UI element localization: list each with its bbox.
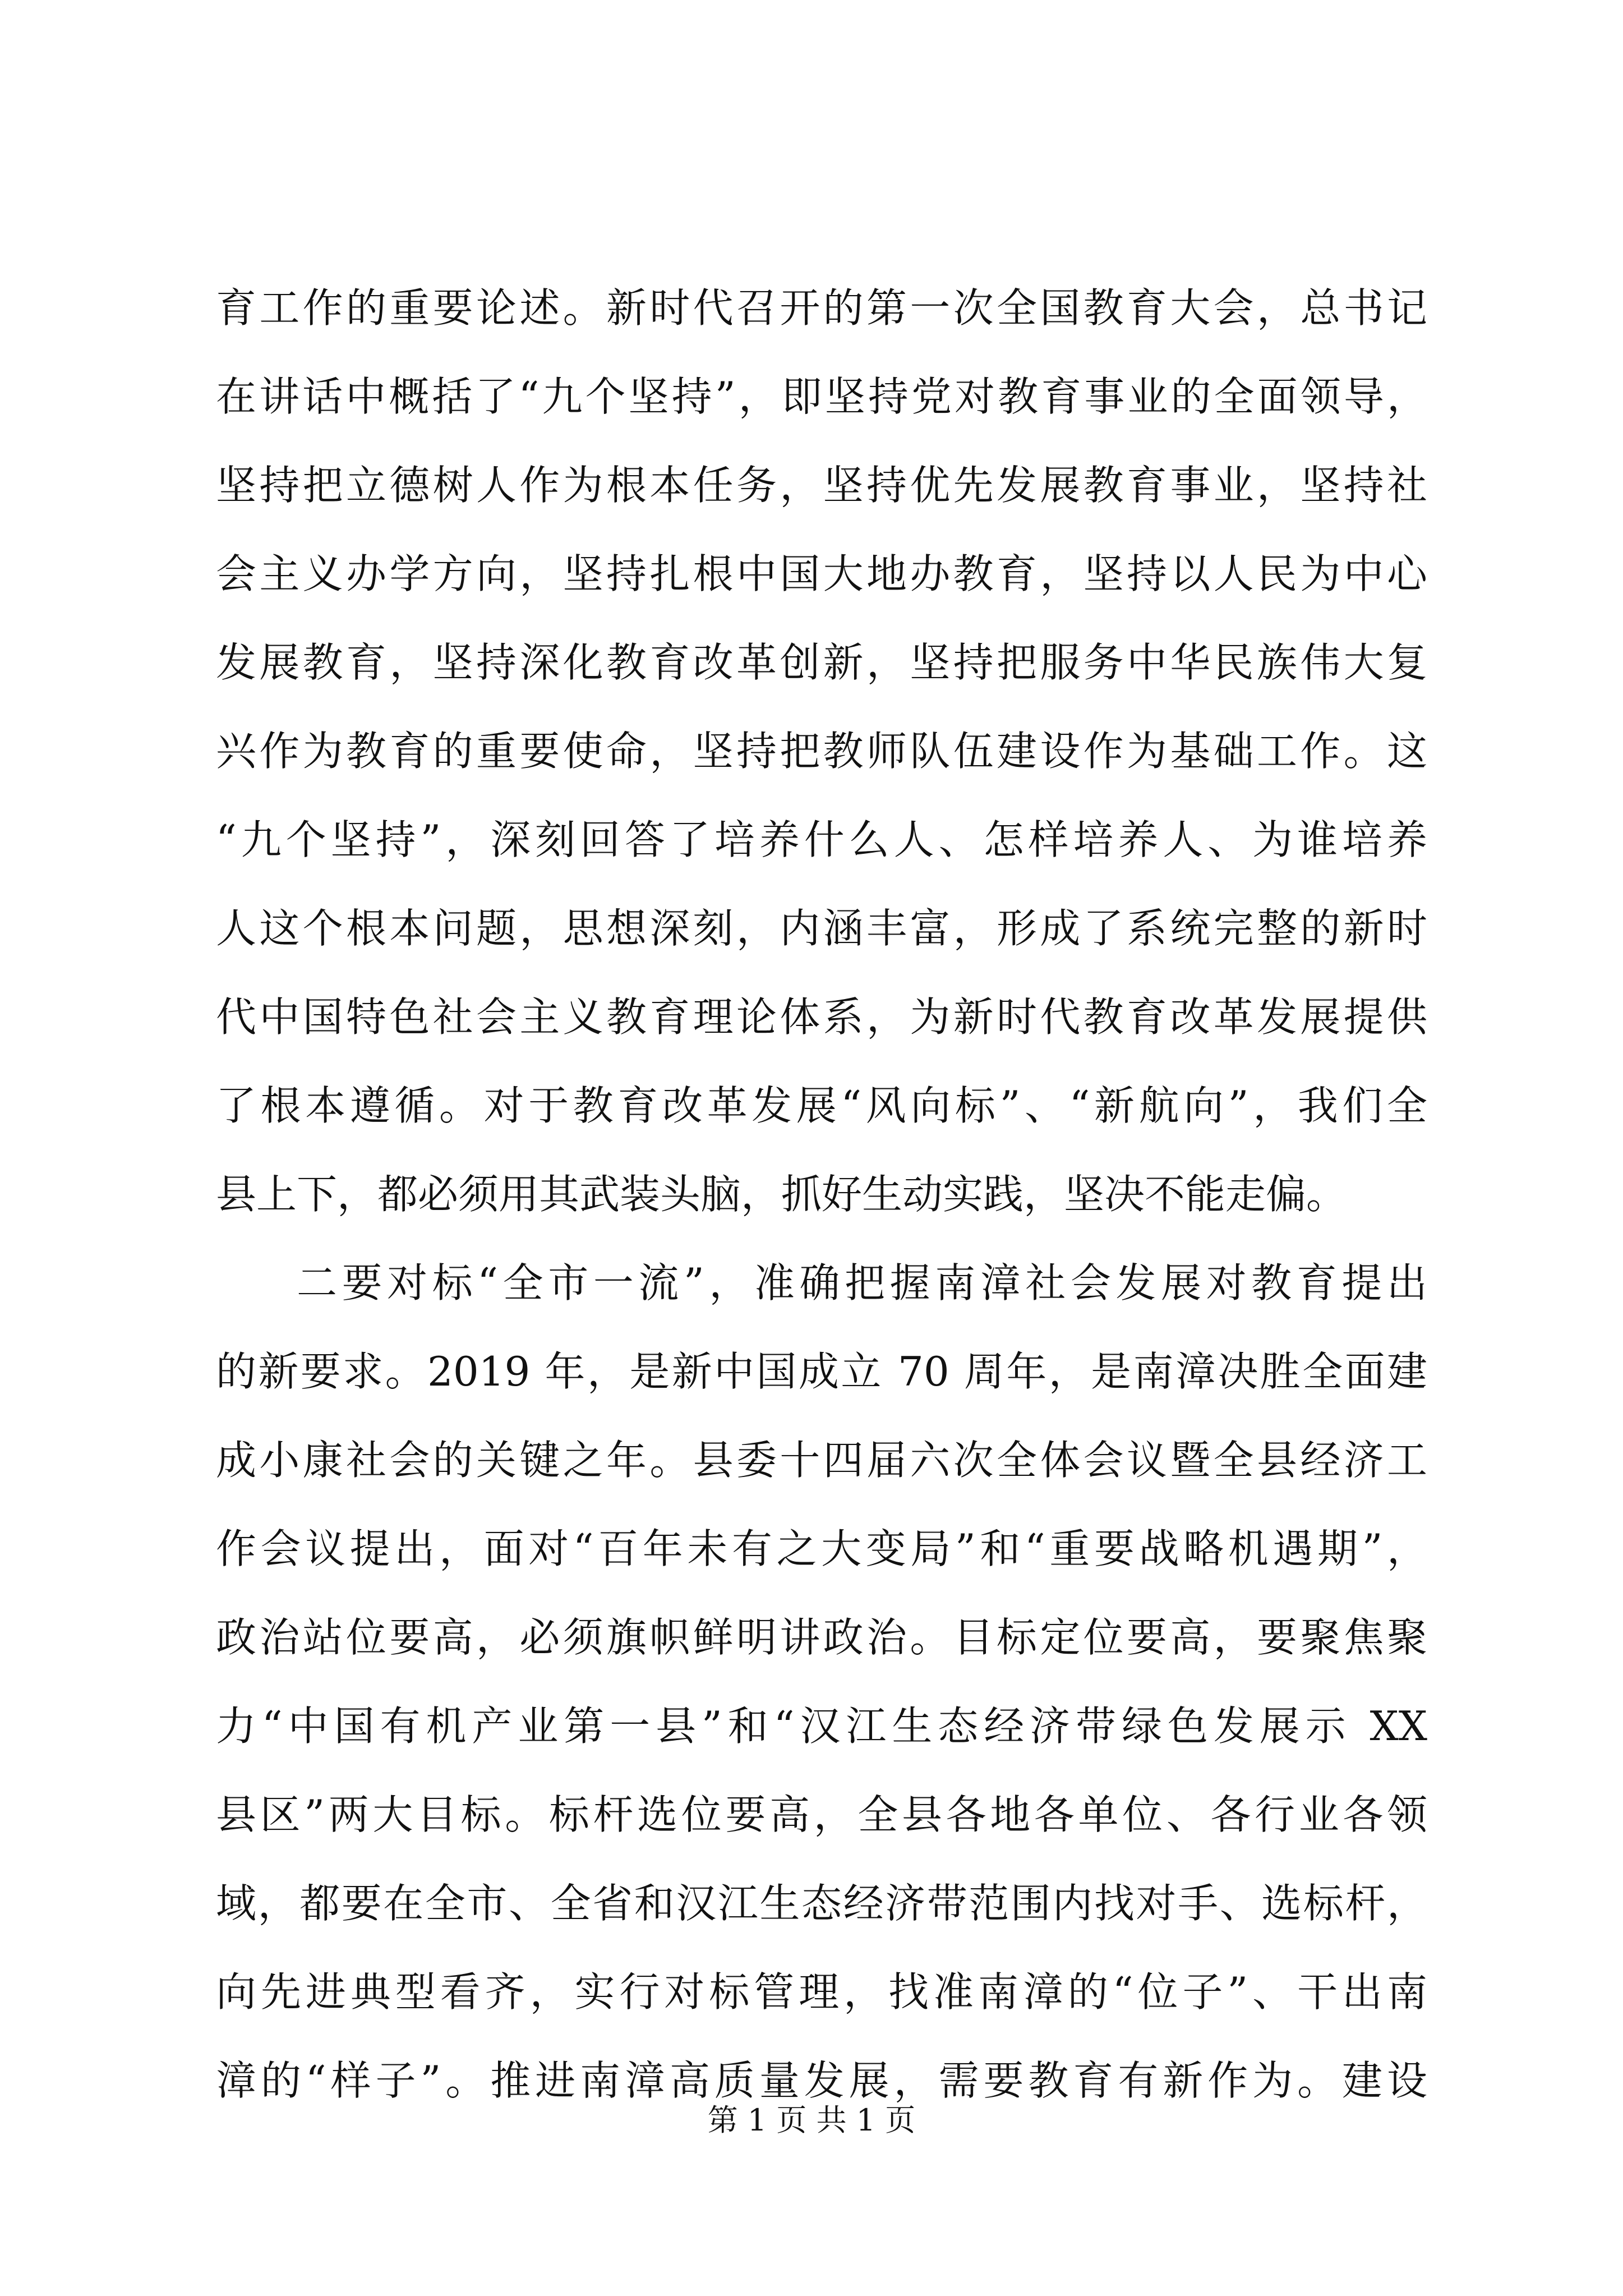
text-line: 会主义办学方向，坚持扎根中国大地办教育，坚持以人民为中心 (216, 550, 1427, 597)
text-line: 的新要求。2019 年，是新中国成立 70 周年，是南漳决胜全面建 (216, 1348, 1427, 1395)
text-line: 成小康社会的关键之年。县委十四届六次全体会议暨全县经济工 (216, 1437, 1427, 1484)
text-line: 育工作的重要论述。新时代召开的第一次全国教育大会，总书记 (216, 284, 1427, 332)
text-line: 县区”两大目标。标杆选位要高，全县各地各单位、各行业各领 (216, 1791, 1427, 1838)
text-line: 县上下，都必须用其武装头脑，抓好生动实践，坚决不能走偏。 (216, 1171, 1347, 1218)
text-line: 在讲话中概括了“九个坚持”，即坚持党对教育事业的全面领导， (216, 373, 1427, 420)
text-line: 力“中国有机产业第一县”和“汉江生态经济带绿色发展示 XX (216, 1703, 1427, 1750)
text-line: 发展教育，坚持深化教育改革创新，坚持把服务中华民族伟大复 (216, 639, 1427, 686)
text-line: 域，都要在全市、全省和汉江生态经济带范围内找对手、选标杆， (216, 1880, 1427, 1927)
text-line: 坚持把立德树人作为根本任务，坚持优先发展教育事业，坚持社 (216, 462, 1427, 509)
text-line: 了根本遵循。对于教育改革发展“风向标”、“新航向”，我们全 (216, 1082, 1427, 1129)
text-line: 作会议提出，面对“百年未有之大变局”和“重要战略机遇期”， (216, 1525, 1427, 1572)
text-line: 向先进典型看齐，实行对标管理，找准南漳的“位子”、干出南 (216, 1968, 1427, 2016)
text-line: 政治站位要高，必须旗帜鲜明讲政治。目标定位要高，要聚焦聚 (216, 1614, 1427, 1661)
text-line: 漳的“样子”。推进南漳高质量发展，需要教育有新作为。建设 (216, 2057, 1427, 2104)
text-line: “九个坚持”，深刻回答了培养什么人、怎样培养人、为谁培养 (216, 816, 1427, 863)
text-line: 兴作为教育的重要使命，坚持把教师队伍建设作为基础工作。这 (216, 728, 1427, 775)
page-footer: 第 1 页 共 1 页 (707, 2102, 916, 2138)
paragraph-first-line: 二要对标“全市一流”，准确把握南漳社会发展对教育提出 (297, 1259, 1427, 1306)
text-line: 人这个根本问题，思想深刻，内涵丰富，形成了系统完整的新时 (216, 905, 1427, 952)
text-line: 代中国特色社会主义教育理论体系，为新时代教育改革发展提供 (216, 993, 1427, 1041)
body-text (216, 264, 1427, 2125)
